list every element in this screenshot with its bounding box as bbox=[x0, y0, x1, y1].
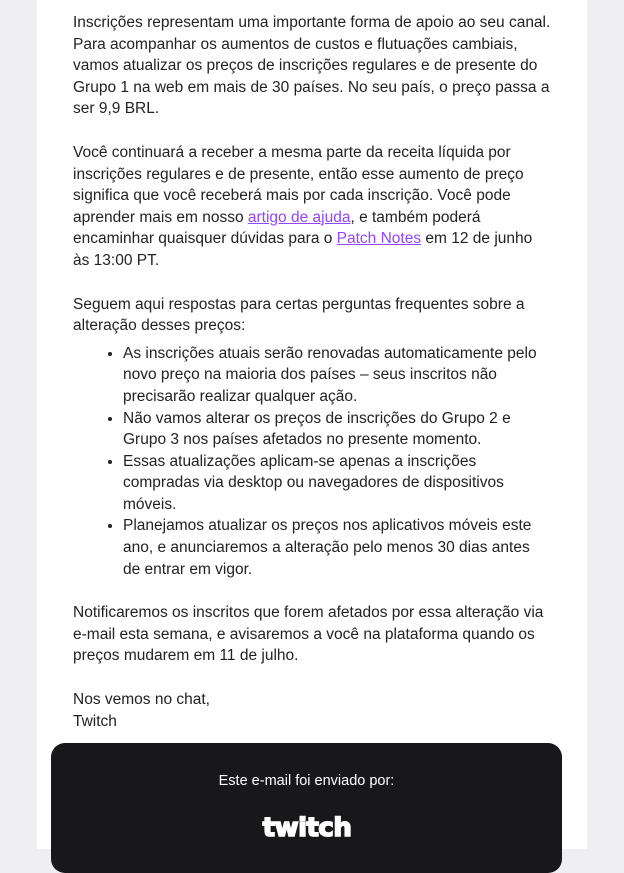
intro-paragraph: Inscrições representam uma importante forma de apoio ao seu canal. Para acompanhar os aumentos de custos e flutuações cambiais, vamos atualizar os preços de inscrições regulares e de presente do Grupo 1 na web em mais de 30 países. No seu país, o preço passa a ser 9,9 BRL. bbox=[73, 14, 551, 118]
signoff bbox=[73, 689, 551, 732]
help-article-link[interactable]: artigo de ajuda bbox=[247, 208, 351, 226]
faq-list bbox=[73, 343, 551, 581]
sent-by-label: Este e-mail foi enviado por: bbox=[218, 773, 395, 789]
notification-paragraph: Notificaremos os inscritos que forem afetados por essa alteração via e-mail esta semana, e avisaremos a você na plataforma quando os preços mudarem em 11 de julho. bbox=[73, 604, 544, 665]
faq-item: • Planejamos atualizar os preços nos aplicativos móveis este ano, e anunciaremos a alteração pelo menos 30 dias antes de entrar em vigor. bbox=[123, 515, 551, 580]
email-sheet bbox=[37, 0, 587, 849]
revenue-text-1: Você continuará a receber a mesma parte da receita líquida por inscrições regulares e de presente, então esse aumento de preço significa que você receberá mais por cada inscrição. Você pode aprender mais em nosso bbox=[73, 143, 524, 226]
revenue-text-2: , e também poderá encaminhar quaisquer dúvidas para o bbox=[73, 208, 481, 248]
revenue-text-3: em 12 de junho às 13:00 PT. bbox=[73, 230, 533, 269]
faq-item: • Essas atualizações aplicam-se apenas a inscrições compradas via desktop ou navegadores de dispositivos móveis. bbox=[123, 451, 551, 516]
email-footer bbox=[51, 743, 562, 873]
twitch-logo-icon[interactable] bbox=[254, 813, 360, 841]
email-body bbox=[73, 12, 551, 732]
faq-item: • Não vamos alterar os preços de inscrições do Grupo 2 e Grupo 3 nos países afetados no presente momento. bbox=[123, 408, 551, 451]
signoff-greeting: Nos vemos no chat, bbox=[73, 691, 210, 709]
revenue-paragraph bbox=[73, 142, 551, 272]
patch-notes-link[interactable]: Patch Notes bbox=[336, 230, 422, 248]
faq-intro: Seguem aqui respostas para certas perguntas frequentes sobre a alteração desses preços: bbox=[73, 295, 525, 335]
twitch-logo-text: twitch bbox=[262, 813, 352, 841]
signoff-sender: Twitch bbox=[73, 712, 117, 730]
faq-item: • As inscrições atuais serão renovadas automaticamente pelo novo preço na maioria dos países – seus inscritos não precisarão realizar qualquer ação. bbox=[123, 343, 551, 408]
